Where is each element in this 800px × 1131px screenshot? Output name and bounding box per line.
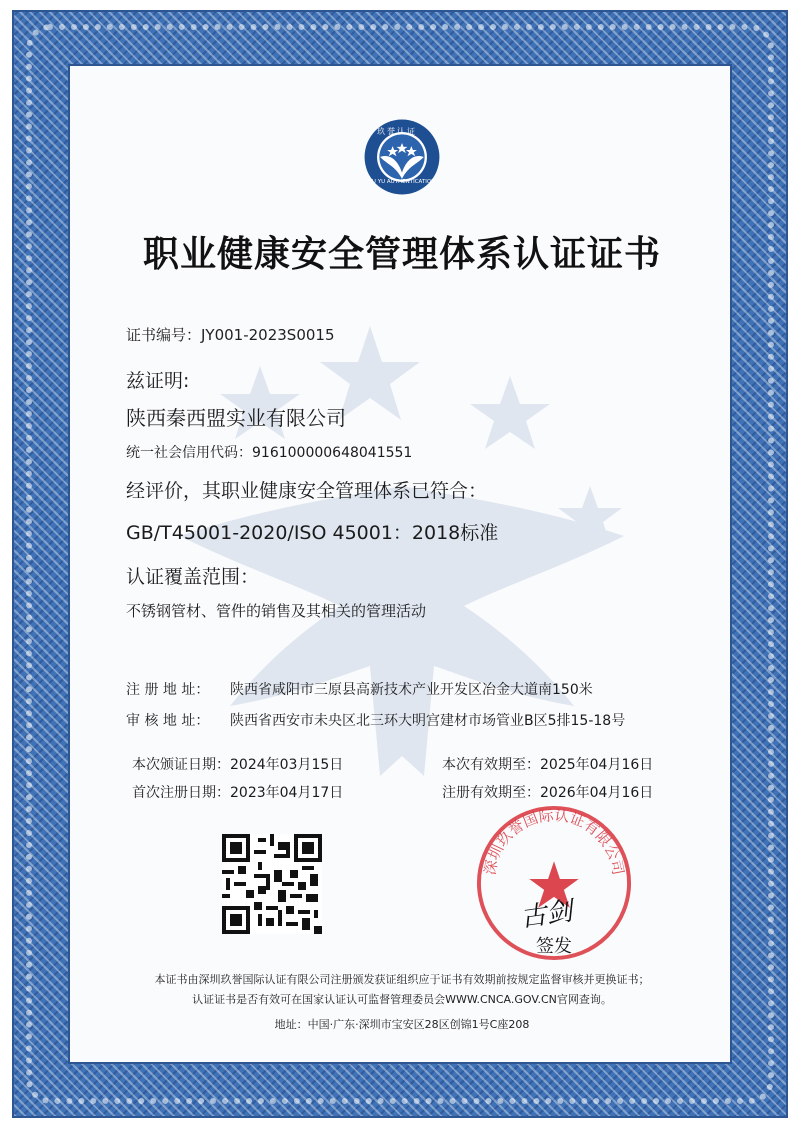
registered-address-label: 注 册 地 址： xyxy=(126,682,210,698)
issue-date: 本次颁证日期：2024年03月15日 xyxy=(132,757,344,773)
audit-address-label: 审 核 地 址： xyxy=(126,713,210,729)
validity-notice-line-1: 本证书由深圳玖誉国际认证有限公司注册颁发获证组织应于证书有效期前按规定监督审核并更换证书； xyxy=(154,973,650,986)
certificate-title: 职业健康安全管理体系认证证书 xyxy=(142,234,661,275)
audit-address: 陕西省西安市未央区北三环大明宫建材市场管业B区5排15-18号 xyxy=(230,713,626,729)
seal-arc-text: 深圳玖誉国际认证有限公司 xyxy=(481,807,627,877)
scope-label: 认证覆盖范围： xyxy=(126,566,260,588)
first-registration-date: 首次注册日期：2023年04月17日 xyxy=(132,785,344,801)
signature: 古剑 xyxy=(518,896,575,934)
logo-bottom-text: JIU YU AUTHENTICATION xyxy=(368,179,436,185)
registration-valid-until-date: 注册有效期至：2026年04月16日 xyxy=(442,785,654,801)
valid-until-date: 本次有效期至：2025年04月16日 xyxy=(442,757,654,773)
hereby-certify-label: 兹证明: xyxy=(126,370,190,392)
validity-notice-line-2: 认证证书是否有效可在国家认证认可监督管理委员会WWW.CNCA.GOV.CN官网查询。 xyxy=(192,993,612,1006)
evaluation-statement: 经评价，其职业健康安全管理体系已符合： xyxy=(126,480,488,502)
certificate-body xyxy=(68,64,732,1064)
certificate-number: 证书编号：JY001-2023S0015 xyxy=(126,326,335,344)
company-name: 陕西秦西盟实业有限公司 xyxy=(126,406,346,430)
issuer-label: 签发 xyxy=(536,936,572,957)
logo-top-text: 玖誉认证 xyxy=(377,127,417,136)
footer-address: 地址：中国·广东·深圳市宝安区28区创锦1号C座208 xyxy=(274,1018,530,1031)
qr-code-icon[interactable] xyxy=(222,834,322,934)
standard-text: GB/T45001-2020/ISO 45001：2018标准 xyxy=(126,522,499,544)
credit-code: 统一社会信用代码：916100000648041551 xyxy=(126,445,413,461)
scope-text: 不锈钢管材、管件的销售及其相关的管理活动 xyxy=(126,602,427,620)
registered-address: 陕西省咸阳市三原县高新技术产业开发区冶金大道南150米 xyxy=(230,682,593,698)
